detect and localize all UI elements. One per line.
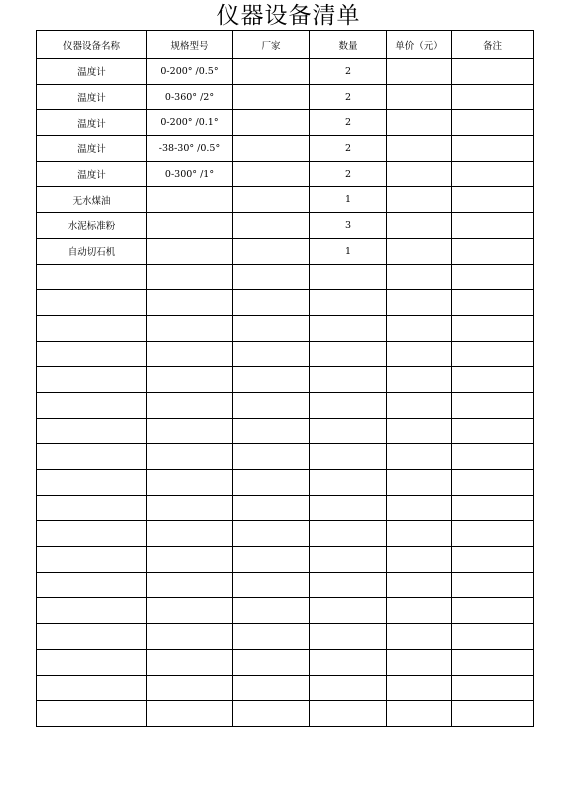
cell-manufacturer	[233, 675, 310, 701]
cell-model	[147, 290, 233, 316]
table-row	[37, 470, 534, 496]
cell-model	[147, 649, 233, 675]
cell-remarks	[452, 315, 534, 341]
table-row	[37, 624, 534, 650]
cell-name	[37, 470, 147, 496]
cell-quantity	[310, 598, 387, 624]
cell-model	[147, 392, 233, 418]
cell-name	[37, 392, 147, 418]
cell-manufacturer	[233, 264, 310, 290]
cell-manufacturer	[233, 341, 310, 367]
cell-manufacturer	[233, 367, 310, 393]
cell-unit-price	[387, 341, 452, 367]
cell-model	[147, 547, 233, 573]
cell-unit-price	[387, 547, 452, 573]
cell-remarks	[452, 161, 534, 187]
cell-quantity	[310, 701, 387, 727]
cell-name	[37, 624, 147, 650]
cell-name: 自动切石机	[37, 238, 147, 264]
cell-manufacturer	[233, 187, 310, 213]
cell-model	[147, 341, 233, 367]
cell-model	[147, 624, 233, 650]
cell-quantity	[310, 572, 387, 598]
cell-manufacturer	[233, 598, 310, 624]
cell-name	[37, 675, 147, 701]
cell-model: 0-200° /0.5°	[147, 59, 233, 85]
cell-quantity	[310, 392, 387, 418]
table-row	[37, 444, 534, 470]
cell-name	[37, 547, 147, 573]
cell-manufacturer	[233, 136, 310, 162]
cell-remarks	[452, 547, 534, 573]
equipment-table	[36, 30, 534, 727]
cell-quantity	[310, 649, 387, 675]
cell-quantity	[310, 470, 387, 496]
cell-name: 温度计	[37, 136, 147, 162]
table-row	[37, 213, 534, 239]
cell-remarks	[452, 392, 534, 418]
cell-manufacturer	[233, 547, 310, 573]
cell-remarks	[452, 470, 534, 496]
cell-model	[147, 187, 233, 213]
cell-remarks	[452, 572, 534, 598]
cell-name: 温度计	[37, 161, 147, 187]
cell-unit-price	[387, 418, 452, 444]
column-header-quantity: 数量	[310, 31, 387, 59]
cell-unit-price	[387, 598, 452, 624]
table-row	[37, 598, 534, 624]
table-row	[37, 392, 534, 418]
cell-manufacturer	[233, 649, 310, 675]
cell-name	[37, 264, 147, 290]
cell-model	[147, 213, 233, 239]
cell-unit-price	[387, 624, 452, 650]
cell-model	[147, 315, 233, 341]
cell-unit-price	[387, 110, 452, 136]
cell-unit-price	[387, 392, 452, 418]
cell-name	[37, 572, 147, 598]
table-row	[37, 341, 534, 367]
cell-remarks	[452, 136, 534, 162]
table-row	[37, 495, 534, 521]
cell-quantity	[310, 675, 387, 701]
cell-remarks	[452, 675, 534, 701]
cell-quantity	[310, 315, 387, 341]
cell-quantity: 1	[310, 187, 387, 213]
cell-quantity: 1	[310, 238, 387, 264]
cell-model	[147, 238, 233, 264]
cell-manufacturer	[233, 624, 310, 650]
cell-model	[147, 264, 233, 290]
cell-remarks	[452, 238, 534, 264]
cell-model	[147, 675, 233, 701]
cell-model	[147, 701, 233, 727]
cell-model: 0-200° /0.1°	[147, 110, 233, 136]
cell-quantity	[310, 341, 387, 367]
cell-quantity: 2	[310, 136, 387, 162]
table-row	[37, 136, 534, 162]
cell-quantity	[310, 495, 387, 521]
cell-manufacturer	[233, 290, 310, 316]
cell-name: 温度计	[37, 59, 147, 85]
cell-remarks	[452, 624, 534, 650]
cell-name	[37, 701, 147, 727]
cell-quantity	[310, 290, 387, 316]
cell-manufacturer	[233, 110, 310, 136]
cell-name: 水泥标准粉	[37, 213, 147, 239]
cell-quantity	[310, 444, 387, 470]
cell-unit-price	[387, 136, 452, 162]
cell-unit-price	[387, 495, 452, 521]
column-header-unit-price: 单价（元）	[387, 31, 452, 59]
cell-name	[37, 290, 147, 316]
table-row	[37, 649, 534, 675]
cell-unit-price	[387, 264, 452, 290]
column-header-manufacturer: 厂家	[233, 31, 310, 59]
cell-model: 0-300° /1°	[147, 161, 233, 187]
cell-remarks	[452, 290, 534, 316]
cell-remarks	[452, 701, 534, 727]
cell-unit-price	[387, 675, 452, 701]
cell-model	[147, 495, 233, 521]
cell-remarks	[452, 213, 534, 239]
cell-unit-price	[387, 238, 452, 264]
cell-manufacturer	[233, 470, 310, 496]
cell-quantity: 2	[310, 84, 387, 110]
cell-remarks	[452, 110, 534, 136]
cell-manufacturer	[233, 392, 310, 418]
column-header-remarks: 备注	[452, 31, 534, 59]
cell-quantity	[310, 521, 387, 547]
cell-unit-price	[387, 315, 452, 341]
cell-model	[147, 521, 233, 547]
cell-quantity: 2	[310, 59, 387, 85]
cell-manufacturer	[233, 444, 310, 470]
cell-remarks	[452, 444, 534, 470]
cell-manufacturer	[233, 84, 310, 110]
cell-remarks	[452, 59, 534, 85]
table-row	[37, 290, 534, 316]
cell-model	[147, 572, 233, 598]
cell-model	[147, 418, 233, 444]
cell-quantity	[310, 418, 387, 444]
cell-manufacturer	[233, 161, 310, 187]
table-row	[37, 264, 534, 290]
cell-model	[147, 470, 233, 496]
cell-remarks	[452, 264, 534, 290]
table-header-row	[37, 31, 534, 59]
cell-remarks	[452, 187, 534, 213]
table-row	[37, 59, 534, 85]
cell-unit-price	[387, 649, 452, 675]
table-row	[37, 701, 534, 727]
cell-remarks	[452, 649, 534, 675]
table-row	[37, 521, 534, 547]
cell-quantity: 2	[310, 161, 387, 187]
cell-quantity	[310, 547, 387, 573]
column-header-name: 仪器设备名称	[37, 31, 147, 59]
cell-unit-price	[387, 161, 452, 187]
cell-unit-price	[387, 367, 452, 393]
cell-name	[37, 341, 147, 367]
cell-quantity	[310, 624, 387, 650]
cell-name	[37, 367, 147, 393]
cell-quantity	[310, 264, 387, 290]
table-row	[37, 161, 534, 187]
cell-model	[147, 444, 233, 470]
cell-remarks	[452, 418, 534, 444]
cell-unit-price	[387, 444, 452, 470]
cell-name	[37, 418, 147, 444]
table-row	[37, 110, 534, 136]
cell-manufacturer	[233, 572, 310, 598]
cell-remarks	[452, 495, 534, 521]
cell-manufacturer	[233, 59, 310, 85]
table-row	[37, 367, 534, 393]
cell-manufacturer	[233, 701, 310, 727]
cell-name: 温度计	[37, 110, 147, 136]
table-row	[37, 418, 534, 444]
cell-remarks	[452, 84, 534, 110]
table-row	[37, 547, 534, 573]
cell-model	[147, 367, 233, 393]
cell-model: 0-360° /2°	[147, 84, 233, 110]
cell-manufacturer	[233, 495, 310, 521]
cell-name	[37, 521, 147, 547]
table-row	[37, 675, 534, 701]
cell-name	[37, 444, 147, 470]
cell-unit-price	[387, 572, 452, 598]
column-header-model: 规格型号	[147, 31, 233, 59]
cell-model	[147, 598, 233, 624]
table-row	[37, 238, 534, 264]
table-row	[37, 315, 534, 341]
page-title: 仪器设备清单	[216, 3, 361, 29]
cell-name	[37, 598, 147, 624]
cell-quantity: 3	[310, 213, 387, 239]
cell-unit-price	[387, 187, 452, 213]
cell-name: 无水煤油	[37, 187, 147, 213]
cell-remarks	[452, 521, 534, 547]
cell-manufacturer	[233, 213, 310, 239]
cell-manufacturer	[233, 238, 310, 264]
table-row	[37, 187, 534, 213]
cell-unit-price	[387, 59, 452, 85]
cell-unit-price	[387, 213, 452, 239]
cell-unit-price	[387, 521, 452, 547]
cell-name	[37, 649, 147, 675]
cell-unit-price	[387, 84, 452, 110]
table-row	[37, 572, 534, 598]
cell-remarks	[452, 598, 534, 624]
cell-manufacturer	[233, 418, 310, 444]
table-body	[37, 59, 534, 727]
cell-manufacturer	[233, 315, 310, 341]
cell-quantity	[310, 367, 387, 393]
cell-name	[37, 315, 147, 341]
cell-unit-price	[387, 290, 452, 316]
cell-remarks	[452, 367, 534, 393]
cell-quantity: 2	[310, 110, 387, 136]
cell-model: -38-30° /0.5°	[147, 136, 233, 162]
cell-name: 温度计	[37, 84, 147, 110]
table-row	[37, 84, 534, 110]
cell-unit-price	[387, 701, 452, 727]
cell-manufacturer	[233, 521, 310, 547]
cell-unit-price	[387, 470, 452, 496]
cell-name	[37, 495, 147, 521]
cell-remarks	[452, 341, 534, 367]
